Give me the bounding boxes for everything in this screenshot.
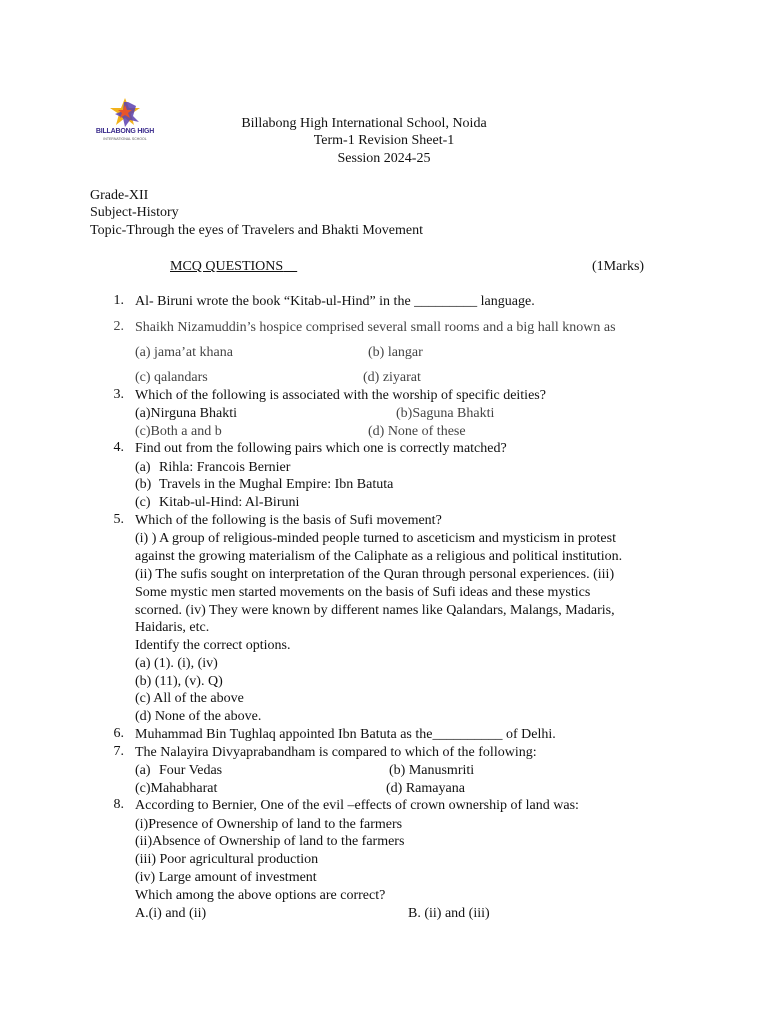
option-b: (b) (11), (v). Q)	[135, 674, 223, 689]
option-d: (d) ziyarat	[363, 370, 421, 385]
question-line: (i) ) A group of religious-minded people turned to asceticism and mysticism in protest	[135, 531, 616, 546]
subject-label: Subject-History	[90, 205, 179, 220]
question-number: 1.	[113, 293, 124, 308]
question-text: Which of the following is the basis of Sufi movement?	[135, 513, 442, 528]
school-name: Billabong High International School, Noida	[241, 116, 487, 131]
option-c: Kitab-ul-Hind: Al-Biruni	[159, 495, 300, 510]
option-b-letter: (b)	[135, 477, 152, 492]
option-c: (c)Both a and b	[135, 424, 222, 439]
question-line: scorned. (iv) They were known by different names like Qalandars, Malangs, Madaris,	[135, 603, 615, 618]
option-c: (c) All of the above	[135, 691, 244, 706]
question-line: Some mystic men started movements on the basis of Sufi ideas and these mystics	[135, 585, 591, 600]
question-line: (ii) The sufis sought on interpretation of the Quran through personal experiences. (iii)	[135, 567, 615, 582]
question-text: The Nalayira Divyaprabandham is compared to which of the following:	[135, 745, 537, 760]
grade-label: Grade-XII	[90, 188, 149, 203]
option-a: (a) (1). (i), (iv)	[135, 656, 218, 671]
question-text: According to Bernier, One of the evil –effects of crown ownership of land was:	[135, 798, 579, 813]
question-number: 5.	[113, 512, 124, 527]
question-text: Al- Biruni wrote the book “Kitab-ul-Hind” in the _________ language.	[135, 294, 535, 309]
section-title	[170, 258, 297, 275]
question-line: against the growing materialism of the Caliphate as a religious and political institution.	[135, 549, 623, 564]
question-text: Which of the following is associated with the worship of specific deities?	[135, 388, 546, 403]
option-b: (b) Manusmriti	[389, 763, 475, 778]
question-text: Find out from the following pairs which one is correctly matched?	[135, 441, 507, 456]
sheet-title: Term-1 Revision Sheet-1	[313, 133, 455, 148]
option-b: (b) langar	[368, 345, 423, 360]
question-line: (iv) Large amount of investment	[135, 870, 317, 885]
option-d: (d) None of the above.	[135, 709, 262, 724]
option-a-letter: (a)	[135, 763, 151, 778]
option-a: Four Vedas	[159, 763, 223, 778]
option-d: (d) None of these	[368, 424, 466, 439]
question-line: Which among the above options are correct?	[135, 888, 386, 903]
question-line: (iii) Poor agricultural production	[135, 852, 319, 867]
topic-label: Topic-Through the eyes of Travelers and Bhakti Movement	[90, 223, 424, 238]
question-number: 7.	[113, 744, 124, 759]
question-number: 6.	[113, 726, 124, 741]
question-number: 4.	[113, 440, 124, 455]
option-a: A.(i) and (ii)	[135, 906, 207, 921]
option-b: (b)Saguna Bhakti	[396, 406, 495, 421]
question-number: 8.	[113, 797, 124, 812]
option-a: Rihla: Francois Bernier	[159, 460, 291, 475]
question-number: 2.	[113, 319, 124, 334]
option-a: (a)Nirguna Bhakti	[135, 406, 237, 421]
option-b: B. (ii) and (iii)	[408, 906, 490, 921]
question-line: Haidaris, etc.	[135, 620, 210, 635]
option-a: (a) jama’at khana	[135, 345, 233, 360]
option-c: (c)Mahabharat	[135, 781, 218, 796]
option-d: (d) Ramayana	[386, 781, 465, 796]
option-c-letter: (c)	[135, 495, 151, 510]
section-title-text: MCQ QUESTIONS	[170, 259, 284, 274]
logo-subtitle: INTERNATIONAL SCHOOL	[103, 137, 147, 141]
question-number: 3.	[113, 387, 124, 402]
marks-label: (1Marks)	[592, 259, 645, 274]
question-line: (i)Presence of Ownership of land to the farmers	[135, 817, 403, 832]
option-a-letter: (a)	[135, 460, 151, 475]
question-line: Identify the correct options.	[135, 638, 291, 653]
logo-name: BILLABONG HIGH	[95, 128, 155, 135]
question-line: (ii)Absence of Ownership of land to the farmers	[135, 834, 405, 849]
session-label: Session 2024-25	[337, 151, 431, 166]
question-text: Shaikh Nizamuddin’s hospice comprised several small rooms and a big hall known as	[135, 320, 616, 335]
question-text: Muhammad Bin Tughlaq appointed Ibn Batuta as the__________ of Delhi.	[135, 727, 556, 742]
option-c: (c) qalandars	[135, 370, 208, 385]
option-b: Travels in the Mughal Empire: Ibn Batuta	[159, 477, 394, 492]
